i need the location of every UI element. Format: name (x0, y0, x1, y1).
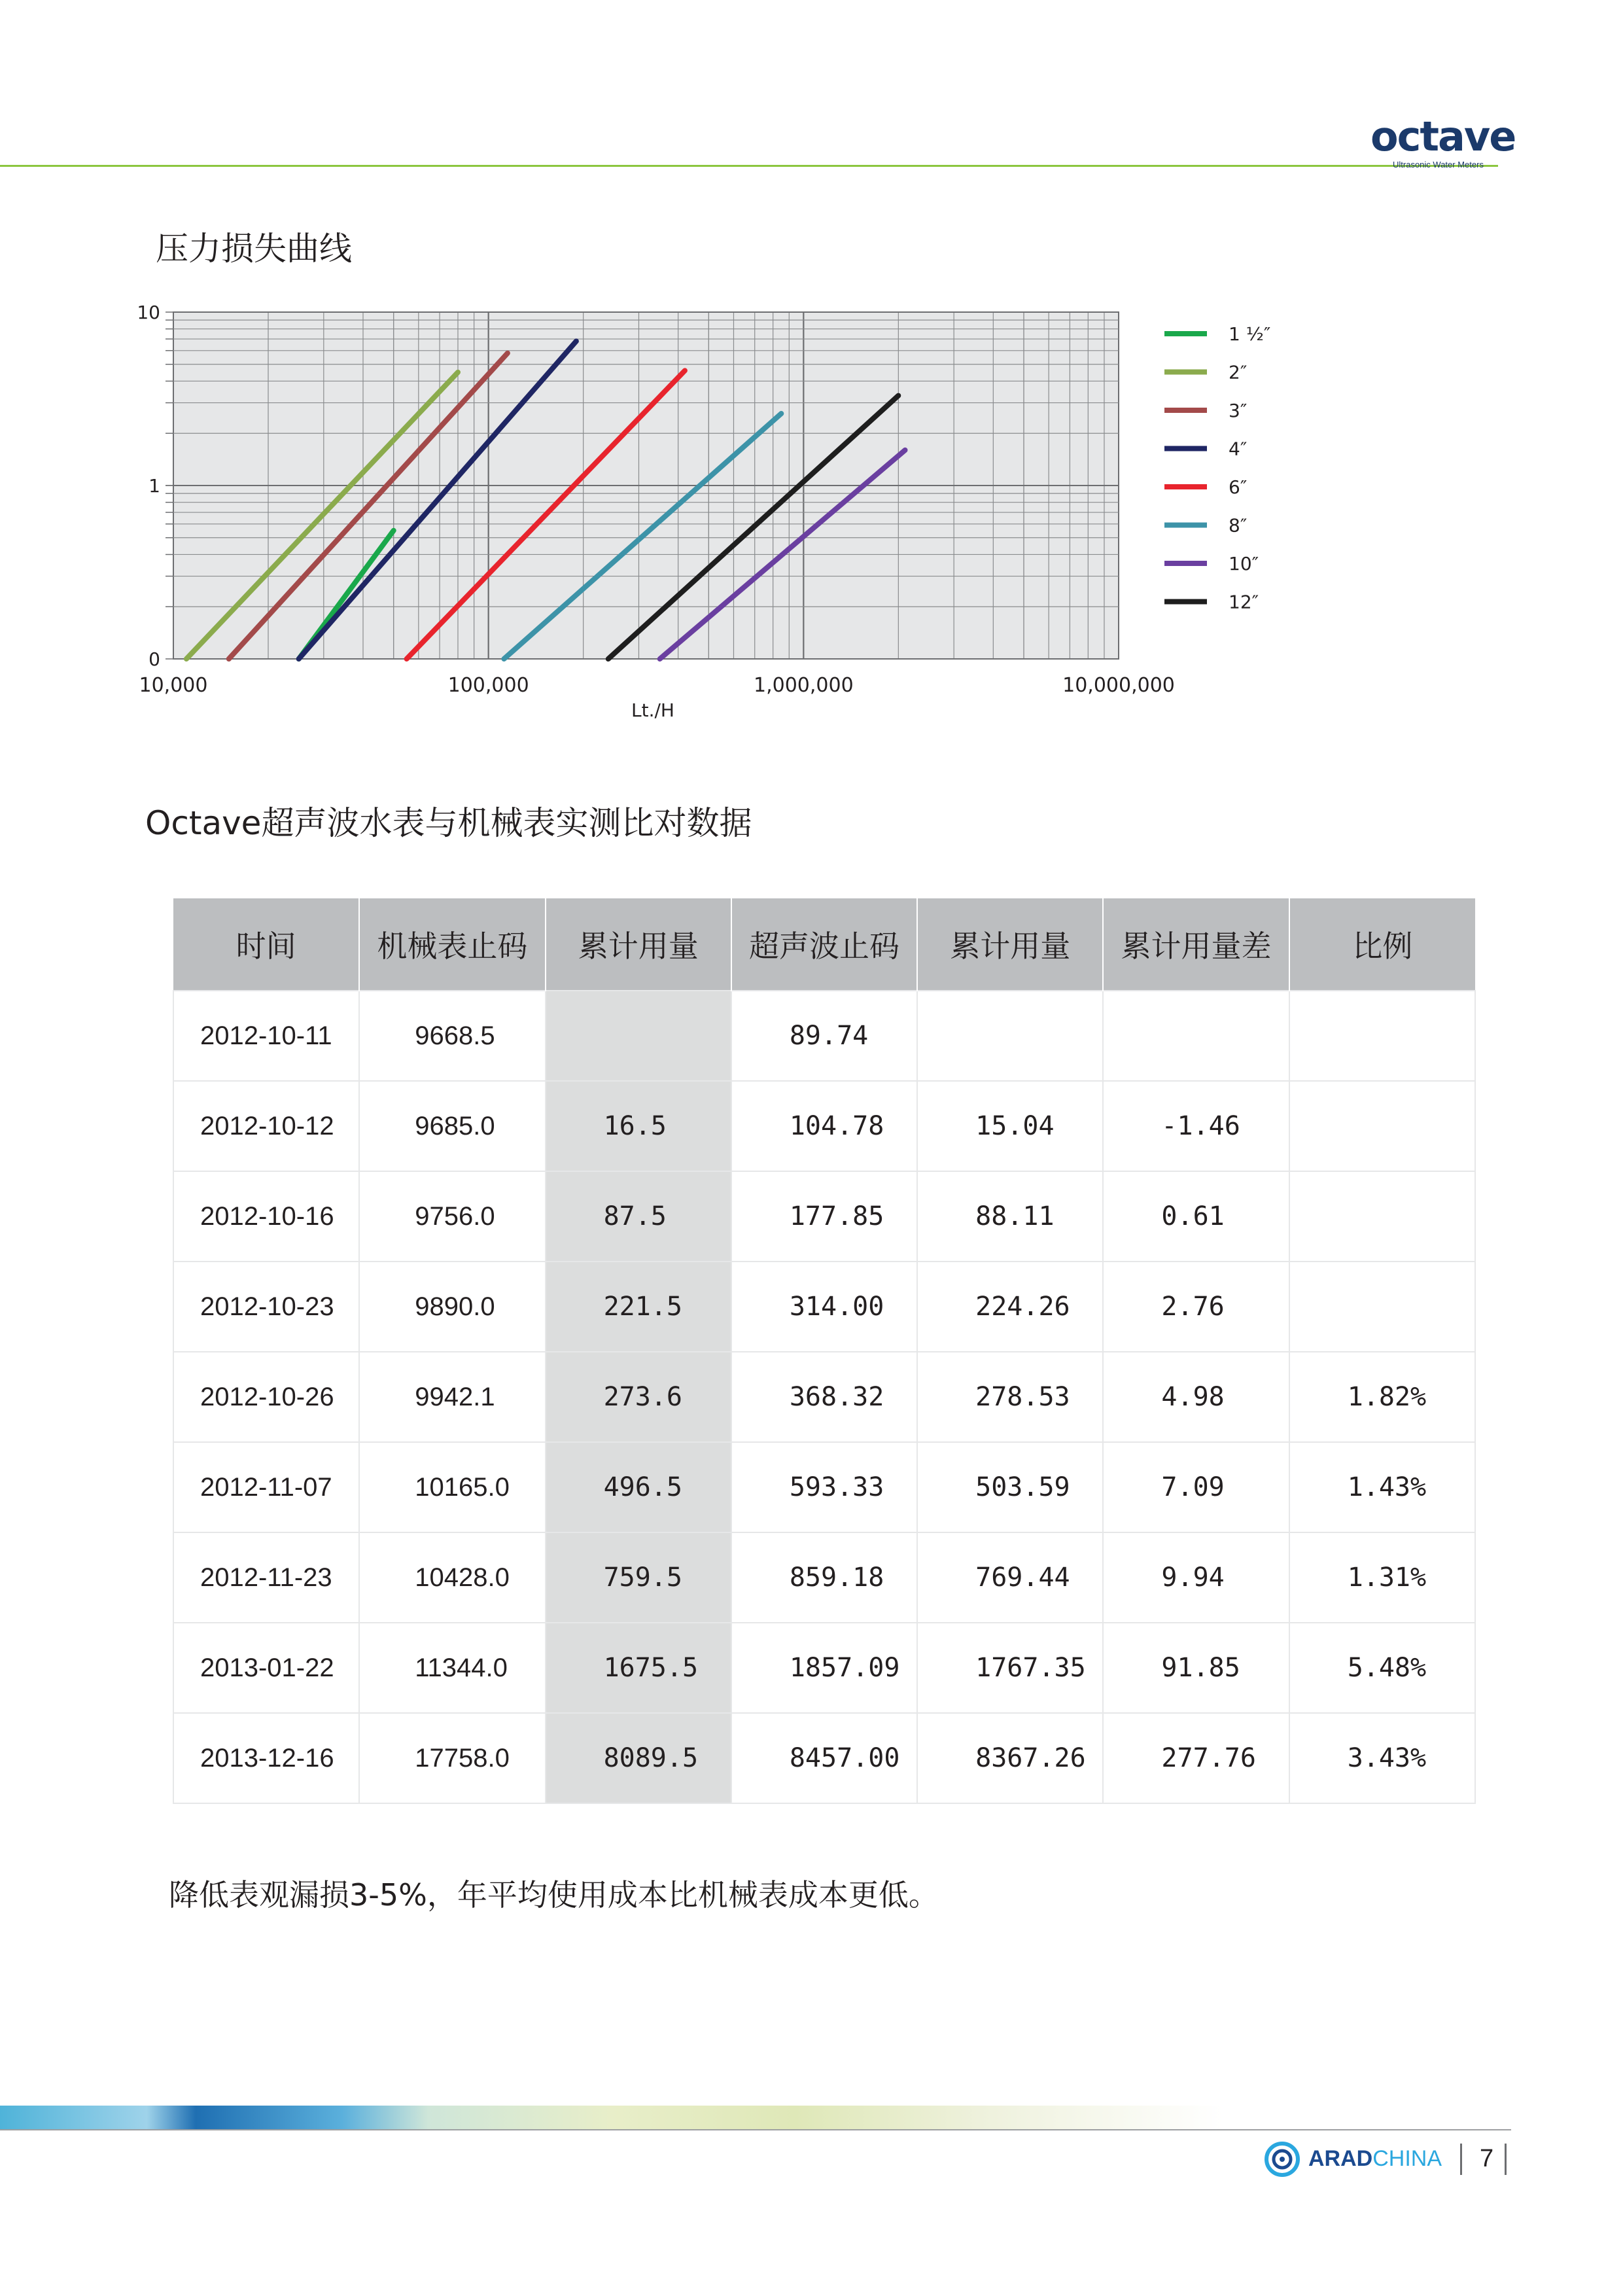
cell-date (173, 1352, 359, 1442)
cell-value: 11344.0 (415, 1653, 508, 1682)
col-header-ultra-usage: 累计用量 (917, 898, 1103, 991)
cell-mech-reading (359, 1532, 545, 1623)
cell-mech-usage (546, 1081, 731, 1171)
cell-ratio (1289, 1623, 1475, 1713)
table-row (173, 1352, 1475, 1442)
cell-value: 91.85 (1161, 1653, 1240, 1683)
cell-usage-diff (1103, 1081, 1289, 1171)
cell-ultra-usage (917, 1713, 1103, 1803)
cell-ultra-usage (917, 1171, 1103, 1262)
cell-value: 89.74 (789, 1021, 869, 1051)
cell-value: 17758.0 (415, 1743, 510, 1773)
cell-usage-diff (1103, 1713, 1289, 1803)
cell-value: 278.53 (975, 1382, 1070, 1412)
cell-mech-usage (546, 1623, 731, 1713)
section-title-comparison: Octave超声波水表与机械表实测比对数据 (145, 804, 752, 842)
legend-label: 1 ½″ (1229, 323, 1271, 345)
cell-value: 2012-10-11 (200, 1021, 332, 1050)
table-row (173, 1532, 1475, 1623)
cell-ultra-usage (917, 991, 1103, 1081)
y-tick-label: 1 (148, 475, 160, 497)
cell-value: 7.09 (1161, 1472, 1225, 1502)
section-title-pressure-loss: 压力损失曲线 (156, 230, 352, 268)
brand-china: CHINA (1372, 2146, 1442, 2171)
legend-label: 3″ (1229, 400, 1248, 421)
cell-ultra-usage (917, 1352, 1103, 1442)
cell-mech-usage (546, 1713, 731, 1803)
cell-mech-reading (359, 1442, 545, 1532)
cell-ultra-usage (917, 1262, 1103, 1352)
cell-value: 104.78 (789, 1111, 884, 1141)
cell-ratio (1289, 1081, 1475, 1171)
chart-legend (1164, 323, 1270, 613)
cell-value: 277.76 (1161, 1743, 1256, 1773)
x-tick-label: 10,000,000 (1062, 674, 1175, 697)
cell-usage-diff (1103, 991, 1289, 1081)
cell-value: 2012-10-23 (200, 1292, 334, 1321)
cell-ultra-usage (917, 1623, 1103, 1713)
cell-date (173, 1171, 359, 1262)
cell-value: 368.32 (789, 1382, 884, 1412)
x-tick-label: 100,000 (447, 674, 529, 697)
cell-ultra-reading (731, 1262, 917, 1352)
cell-value: 503.59 (975, 1472, 1070, 1502)
header-rule (0, 165, 1498, 167)
cell-ultra-usage (917, 1532, 1103, 1623)
cell-value: 88.11 (975, 1201, 1055, 1231)
cell-value: 273.6 (603, 1382, 682, 1412)
cell-date (173, 1532, 359, 1623)
cell-value: 3.43% (1347, 1743, 1427, 1773)
cell-usage-diff (1103, 1262, 1289, 1352)
cell-value: 16.5 (603, 1111, 667, 1141)
cell-date (173, 1262, 359, 1352)
cell-usage-diff (1103, 1171, 1289, 1262)
cell-usage-diff (1103, 1623, 1289, 1713)
cell-value: 2012-11-23 (200, 1563, 332, 1592)
brand-arad: ARAD (1308, 2146, 1373, 2171)
cell-ratio (1289, 991, 1475, 1081)
cell-value: 0.61 (1161, 1201, 1225, 1231)
cell-value: 2012-11-07 (200, 1472, 332, 1502)
footer-separator (1460, 2144, 1462, 2175)
cell-mech-usage (546, 1171, 731, 1262)
cell-mech-reading (359, 1623, 545, 1713)
cell-ultra-usage (917, 1081, 1103, 1171)
cell-value: 1857.09 (789, 1653, 900, 1683)
cell-ratio (1289, 1442, 1475, 1532)
cell-value: 224.26 (975, 1292, 1070, 1322)
page-number: 7 (1480, 2145, 1494, 2172)
legend-label: 2″ (1229, 361, 1248, 383)
cell-value: 759.5 (603, 1563, 682, 1593)
legend-label: 8″ (1229, 514, 1248, 537)
cell-ultra-reading (731, 1352, 917, 1442)
cell-date (173, 1713, 359, 1803)
cell-value: 8089.5 (603, 1743, 699, 1773)
col-header-date: 时间 (173, 898, 359, 991)
chart-grid (166, 312, 1119, 659)
cell-value: 1675.5 (603, 1653, 699, 1683)
cell-mech-usage (546, 1532, 731, 1623)
table-header-row (173, 898, 1475, 991)
cell-value: 2012-10-12 (200, 1111, 334, 1140)
comparison-table (173, 898, 1476, 1804)
cell-mech-reading (359, 1171, 545, 1262)
table-row (173, 1262, 1475, 1352)
table-row (173, 1081, 1475, 1171)
octave-logo (1370, 113, 1534, 172)
cell-mech-reading (359, 1713, 545, 1803)
cell-value: 1.82% (1347, 1382, 1427, 1412)
cell-ratio (1289, 1352, 1475, 1442)
cell-value: 4.98 (1161, 1382, 1225, 1412)
x-axis-label: Lt./H (631, 699, 674, 721)
pressure-loss-chart (124, 298, 1335, 730)
cell-value: 9890.0 (415, 1292, 495, 1321)
x-tick-label: 1,000,000 (753, 674, 854, 697)
cell-value: 10428.0 (415, 1563, 510, 1592)
cell-ultra-reading (731, 1081, 917, 1171)
table-row (173, 1623, 1475, 1713)
logo-tagline: Ultrasonic Water Meters (1393, 160, 1484, 169)
cell-value: 9756.0 (415, 1201, 495, 1231)
cell-ultra-reading (731, 1713, 917, 1803)
cell-usage-diff (1103, 1442, 1289, 1532)
cell-date (173, 1081, 359, 1171)
x-tick-label: 10,000 (139, 674, 208, 697)
cell-ratio (1289, 1713, 1475, 1803)
cell-value: 8367.26 (975, 1743, 1086, 1773)
cell-value: 1767.35 (975, 1653, 1086, 1683)
cell-value: 10165.0 (415, 1472, 510, 1502)
cell-value: 314.00 (789, 1292, 884, 1322)
footer-rule (0, 2129, 1511, 2130)
legend-label: 4″ (1229, 438, 1248, 460)
col-header-ultra-reading: 超声波止码 (731, 898, 917, 991)
cell-value: 5.48% (1347, 1653, 1427, 1683)
legend-label: 6″ (1229, 476, 1248, 498)
cell-ultra-reading (731, 1623, 917, 1713)
y-tick-label: 0 (148, 648, 160, 670)
cell-date (173, 1442, 359, 1532)
cell-value: 2.76 (1161, 1292, 1225, 1322)
cell-value: 9942.1 (415, 1382, 495, 1411)
cell-date (173, 991, 359, 1081)
cell-value: 1.31% (1347, 1563, 1427, 1593)
cell-mech-reading (359, 1081, 545, 1171)
cell-mech-reading (359, 1352, 545, 1442)
table-row (173, 1442, 1475, 1532)
cell-mech-usage (546, 1352, 731, 1442)
cell-value: 177.85 (789, 1201, 884, 1231)
cell-value: 87.5 (603, 1201, 667, 1231)
table-row (173, 1713, 1475, 1803)
cell-ultra-reading (731, 1532, 917, 1623)
cell-mech-reading (359, 991, 545, 1081)
cell-value: 2013-12-16 (200, 1743, 334, 1773)
cell-value: 2012-10-26 (200, 1382, 334, 1411)
cell-ultra-usage (917, 1442, 1103, 1532)
legend-label: 10″ (1229, 553, 1259, 574)
summary-note: 降低表观漏损3-5%，年平均使用成本比机械表成本更低。 (169, 1877, 939, 1913)
cell-value: 9685.0 (415, 1111, 495, 1140)
cell-value: 9668.5 (415, 1021, 495, 1050)
cell-value: 9.94 (1161, 1563, 1225, 1593)
cell-value: 2013-01-22 (200, 1653, 334, 1682)
table-row (173, 991, 1475, 1081)
col-header-mech-reading: 机械表止码 (359, 898, 545, 991)
cell-value: 1.43% (1347, 1472, 1427, 1502)
arad-swirl-icon (1263, 2140, 1302, 2179)
cell-mech-usage (546, 1262, 731, 1352)
table-row (173, 1171, 1475, 1262)
cell-value: 8457.00 (789, 1743, 900, 1773)
cell-value: -1.46 (1161, 1111, 1240, 1141)
cell-value: 769.44 (975, 1563, 1070, 1593)
cell-usage-diff (1103, 1352, 1289, 1442)
cell-date (173, 1623, 359, 1713)
cell-ultra-reading (731, 991, 917, 1081)
cell-ratio (1289, 1171, 1475, 1262)
col-header-ratio: 比例 (1289, 898, 1475, 991)
cell-usage-diff (1103, 1532, 1289, 1623)
cell-value: 496.5 (603, 1472, 682, 1502)
y-tick-label: 10 (137, 302, 160, 323)
cell-ultra-reading (731, 1171, 917, 1262)
cell-value: 221.5 (603, 1292, 682, 1322)
cell-ratio (1289, 1532, 1475, 1623)
cell-mech-usage (546, 991, 731, 1081)
logo-wordmark: octave (1370, 113, 1516, 160)
cell-value: 15.04 (975, 1111, 1055, 1141)
cell-ratio (1289, 1262, 1475, 1352)
col-header-usage-diff: 累计用量差 (1103, 898, 1289, 991)
cell-value: 593.33 (789, 1472, 884, 1502)
cell-ultra-reading (731, 1442, 917, 1532)
footer-decorative-band (0, 2106, 1223, 2130)
footer-separator-right (1505, 2144, 1507, 2175)
cell-mech-usage (546, 1442, 731, 1532)
col-header-mech-usage: 累计用量 (546, 898, 731, 991)
cell-value: 859.18 (789, 1563, 884, 1593)
cell-mech-reading (359, 1262, 545, 1352)
cell-value: 2012-10-16 (200, 1201, 334, 1231)
legend-label: 12″ (1229, 591, 1259, 613)
